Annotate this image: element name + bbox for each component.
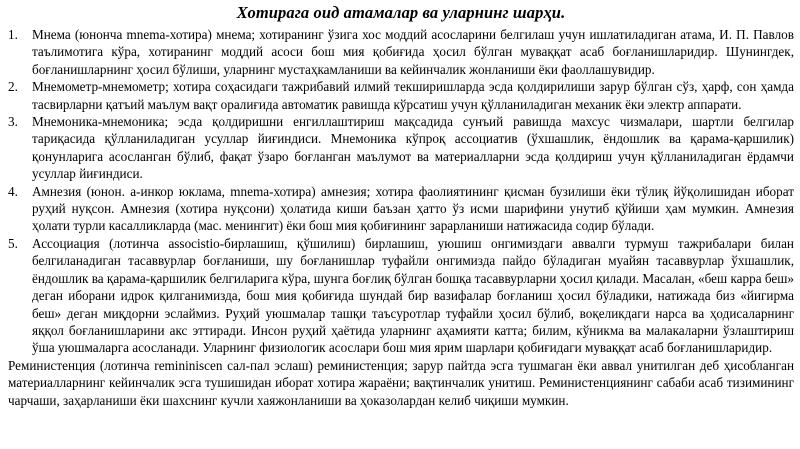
list-item-text: Ассоциация (лотинча associstio-бирлашиш, қўшилиш) бирлашиш, уюшиш онгимиздаги аввалги турмуш тажрибалари билан белгиланадиган тасаввурлар боғланиши, шу боғланишлар туфайли онгимизда пайдо бўладиган муайян тасаввурлар ўхшашлик, ёндошлик ва қарама-қаршилик белгиларига кўра, шунга боғлиқ бўлган бошқа тасаввурларни ҳосил қилади. Масалан, «беш карра беш» деган иборани идрок қилганимизда, бош мия қобиғида шундай бир вазифалар боғланиш ҳосил бўладики, натижада биз «йигирма беш» деган миқдорни эслаймиз. Руҳий уюшмалар ташқи таъсуротлар туфайли ҳосил бўлиб, воқеликдаги нарса ва ҳодисаларнинг яққол боғланишларини акс эттиради. Инсон руҳий ҳаётида уларнинг аҳамияти катта; билим, кўникма ва малакаларни ўзлаштириш ўша уюшмаларга асосланади. Уларнинг физиологик асослари бош мия ярим шарлари қобиғидаги муваққат асаб боғланишларидир. [32, 235, 794, 356]
list-item [8, 113, 794, 183]
list-item-number: 1. [8, 27, 18, 42]
list-item-number: 5. [8, 235, 18, 251]
list-item-text: Мнемоника-мнемоника; эсда қолдиришни енгиллаштириш мақсадида сунъий равишда махсус чизмалари, шартли белгилар тариқасида қўлланиладиган усуллар йиғиндиси. Мнемоника кўпроқ ассоциатив (ўхшашлик, ёндошлик ва қарама-қаршилик) қонунларига асосланган бўлиб, фақат ўзаро боғланган маълумот ва материалларни эсда қолдириш учун қўлланиладиган ёрдамчи усуллар йиғиндиси. [32, 114, 794, 182]
list-item-text: Мнема (юнонча mnema-хотира) мнема; хотиранинг ўзига хос моддий асосларини белгилаш учун ишлатиладиган атама, И. П. Павлов таълимотига кўра, хотиранинг моддий асоси бош мия қобиғида ҳосил бўлган муваққат асаб боғланишларидир. Шунингдек, боғланишларнинг ҳосил бўлиши, уларнинг мустаҳкамланиши ва кейинчалик жонланиши ёки фаоллашувидир. [32, 27, 794, 77]
term-list [8, 26, 794, 357]
list-item-text: Амнезия (юнон. а-инкор юклама, mnema-хотира) амнезия; хотира фаолиятининг қисман бузилиши ёки тўлиқ йўқолишидан иборат руҳий нуқсон. Амнезия (хотира нуқсони) ҳолатида киши баъзан ҳатто ўз исми шарифини унутиб қўйиши ҳам мумкин. Амнезия ҳолати турли касалликларда (мас. менингит) ёки бош мия қобиғининг зарарланиши натижасида содир бўлади. [32, 183, 794, 234]
list-item [8, 235, 794, 357]
list-item [8, 26, 794, 78]
list-item-text: Мнемометр-мнемометр; хотира соҳасидаги тажрибавий илмий текширишларда эсда қолдирилиши зарур бўлган сўз, ҳарф, сон ҳамда тасвирларни қатъий маълум вақт оралиғида автоматик равишда кўрсатиш учун қўлланиладиган механик ёки электр аппарати. [32, 79, 794, 112]
document-title: Хотирага оид атамалар ва уларнинг шарҳи. [236, 3, 566, 22]
list-item-number: 2. [8, 79, 18, 95]
closing-paragraph: Реминистенция (лотинча remininiscen сал-пал эслаш) реминистенция; зарур пайтда эсга тушмаган ёки аввал унитилган деб ҳисобланган материалларнинг кейинчалик эсга тушишидан иборат хотира жараёни; вақтинчалик унитиш. Реминистенциянинг сабаби асаб тизимининг чарчаши, заҳарланиши ёки шахснинг кучли хаяжонланиши ва ҳоказолардан келиб чиқиши мумкин. [8, 357, 794, 408]
list-item [8, 78, 794, 113]
list-item [8, 183, 794, 235]
list-item-number: 3. [8, 114, 18, 130]
list-item-number: 4. [8, 183, 18, 199]
